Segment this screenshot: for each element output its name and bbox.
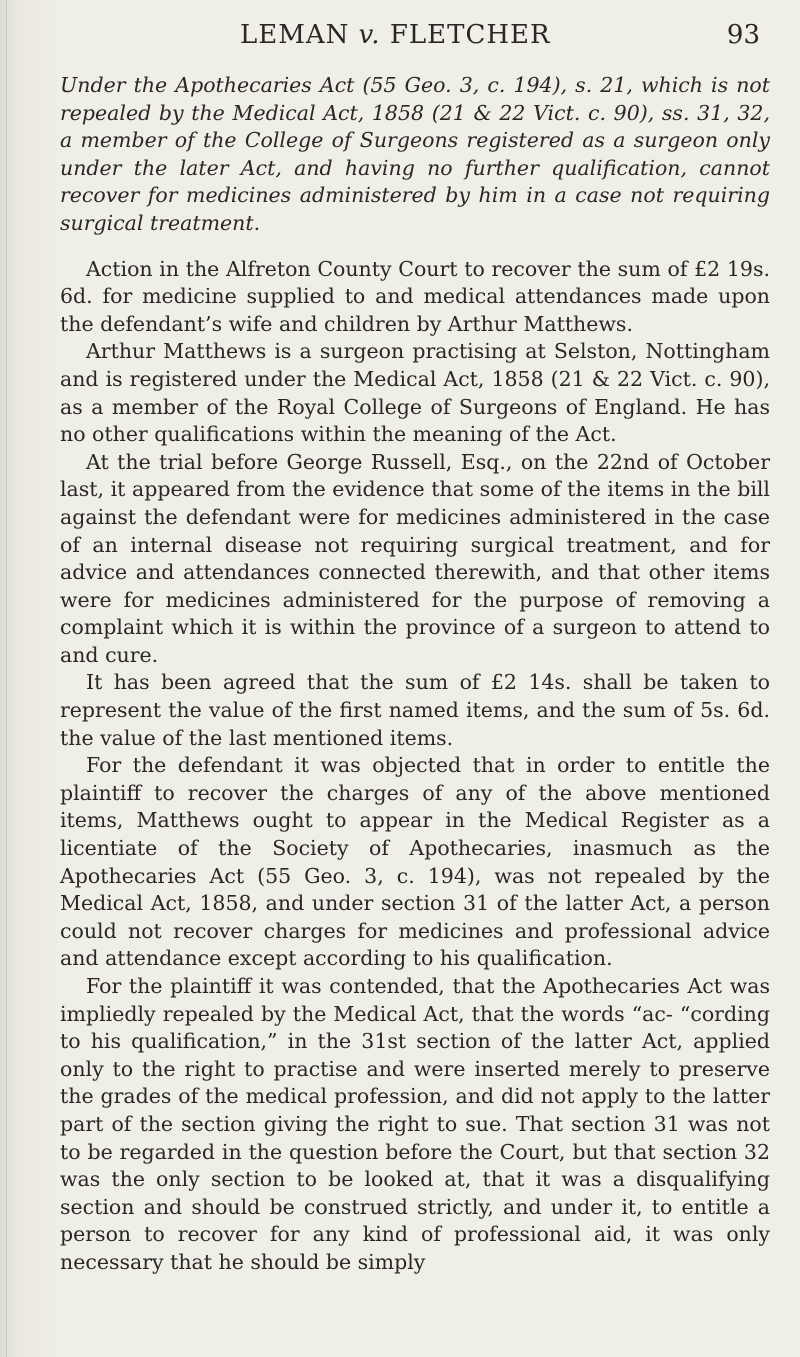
running-title <box>240 20 551 50</box>
running-title-left: LEMAN <box>240 20 350 50</box>
page-gutter-edge <box>6 0 7 1357</box>
paragraph-surgeon: Arthur Matthews is a surgeon practising at Selston, Nottingham and is registered under the Medical Act, 1858 (21 & 22 Vict. c. 90), as a member of the Royal College of Surgeons of England. He has no other qualifications within the meaning of the Act. <box>60 339 770 447</box>
running-title-right: FLETCHER <box>389 20 551 50</box>
body-text <box>60 72 770 1277</box>
paragraph-action: Action in the Alfreton County Court to recover the sum of £2 19s. 6d. for medicine supplied to and medical attendances made upon the defendant’s wife and children by Arthur Matthews. <box>60 256 770 336</box>
running-title-versus: v. <box>358 20 381 50</box>
paragraph-plaintiff-argument: For the plaintiff it was contended, that the Apothecaries Act was impliedly repealed by the Medical Act, that the words “ac- “cording to his qualification,” in the 31st section of the latter Act, applied only to the right to practise and were inserted merely to preserve the grades of the medical profession, and did not apply to the latter part of the section giving the right to sue. That section 31 was not to be regarded in the question before the Court, but that section 32 was the only section to be looked at, that it was a disqualifying section and should be construed strictly, and under it, to entitle a person to recover for any kind of professional aid, it was only necessary that he should be simply <box>60 974 770 1274</box>
paragraph-trial: At the trial before George Russell, Esq., on the 22nd of October last, it appeared from the evidence that some of the items in the bill against the defendant were for medicines administered in the case of an internal disease not requiring surgical treatment, and for advice and attendances connected therewith, and that other items were for medicines administered for the purpose of removing a complaint which it is within the province of a surgeon to attend to and cure. <box>60 449 770 667</box>
page-number: 93 <box>726 20 760 50</box>
headnote: Under the Apothecaries Act (55 Geo. 3, c. 194), s. 21, which is not repealed by the Medical Act, 1858 (21 & 22 Vict. c. 90), ss. 31, 32, a member of the College of Surgeons registered as a surgeon only under the later Act, and having no further qualification, cannot recover for medicines administered by him in a case not requiring surgical treatment. <box>60 73 770 235</box>
paragraph-agreed-sums: It has been agreed that the sum of £2 14s. shall be taken to represent the value of the first named items, and the sum of 5s. 6d. the value of the last mentioned items. <box>60 670 770 750</box>
page-header <box>60 20 760 56</box>
paragraph-defendant-argument: For the defendant it was objected that in order to entitle the plaintiff to recover the charges of any of the above mentioned items, Matthews ought to appear in the Medical Register as a licentiate of the Society of Apothecaries, inasmuch as the Apothecaries Act (55 Geo. 3, c. 194), was not repealed by the Medical Act, 1858, and under section 31 of the latter Act, a person could not recover charges for medicines and professional advice and attendance except according to his qualification. <box>60 753 770 971</box>
